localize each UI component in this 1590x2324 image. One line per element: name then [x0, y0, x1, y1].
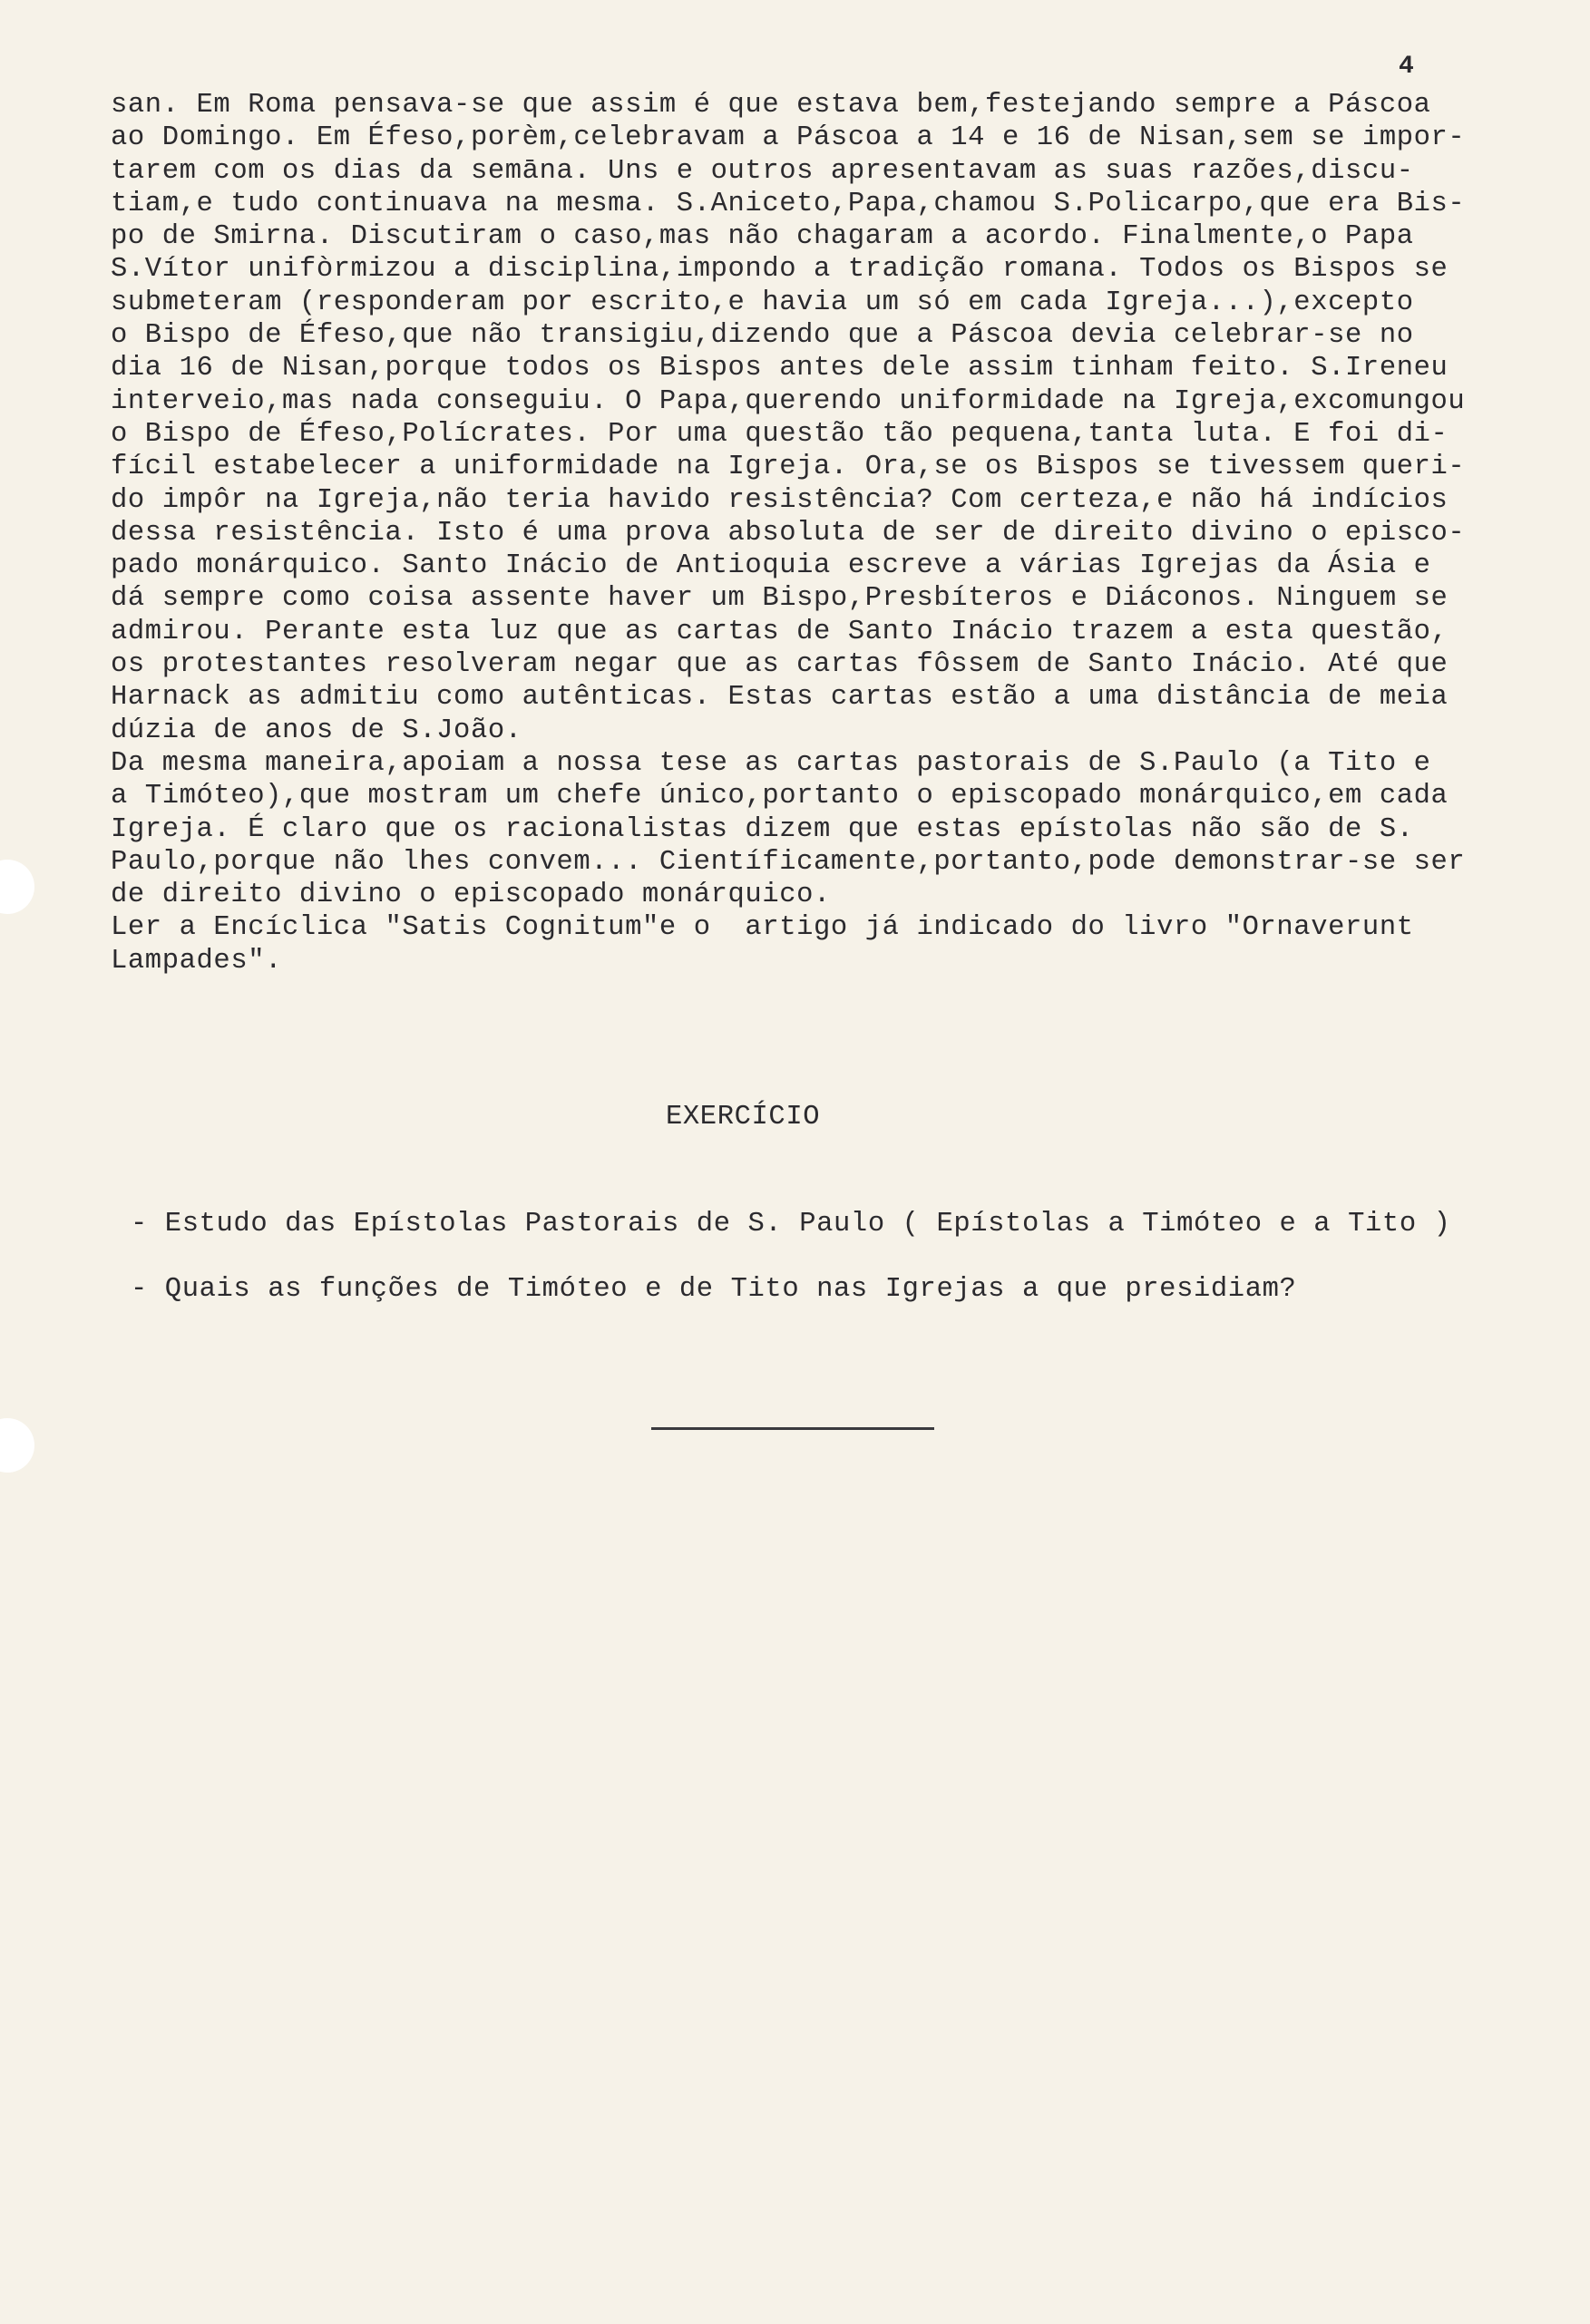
text-line: submeteram (responderam por escrito,e havia um só em cada Igreja...),excepto — [111, 287, 1414, 318]
text-line: Ler a Encíclica "Satis Cognitum"e o artigo já indicado do livro "Ornaverunt — [111, 912, 1414, 944]
text-line: dessa resistência. Isto é uma prova absoluta de ser de direito divino o episco- — [111, 517, 1466, 549]
text-line: ao Domingo. Em Éfeso,porèm,celebravam a Páscoa a 14 e 16 de Nisan,sem se impor- — [111, 122, 1466, 154]
text-line: a Timóteo),que mostram um chefe único,portanto o episcopado monárquico,em cada — [111, 781, 1449, 812]
exercise-list — [131, 1206, 1451, 1337]
text-line: tarem com os dias da semāna. Uns e outros apresentavam as suas razões,discu- — [111, 155, 1414, 187]
text-line: tiam,e tudo continuava na mesma. S.Aniceto,Papa,chamou S.Policarpo,que era Bis- — [111, 188, 1466, 219]
text-line: de direito divino o episcopado monárquico. — [111, 880, 831, 911]
text-line: dá sempre como coisa assente haver um Bispo,Presbíteros e Diáconos. Ninguem se — [111, 583, 1449, 615]
text-line: S.Vítor unifòrmizou a disciplina,impondo a tradição romana. Todos os Bispos se — [111, 254, 1449, 286]
text-line: dia 16 de Nisan,porque todos os Bispos antes dele assim tinham feito. S.Ireneu — [111, 353, 1449, 384]
exercise-item: - Quais as funções de Timóteo e de Tito nas Igrejas a que presidiam? — [131, 1274, 1297, 1305]
text-line: o Bispo de Éfeso,que não transigiu,dizendo que a Páscoa devia celebrar-se no — [111, 320, 1414, 352]
text-line: do impôr na Igreja,não teria havido resistência? Com certeza,e não há indícios — [111, 484, 1449, 516]
text-line: Lampades". — [111, 945, 283, 977]
text-line: dúzia de anos de S.João. — [111, 715, 522, 746]
text-line: fícil estabelecer a uniformidade na Igreja. Ora,se os Bispos se tivessem queri- — [111, 452, 1466, 483]
body-text — [111, 89, 1526, 977]
text-line: pado monárquico. Santo Inácio de Antioquia escreve a várias Igrejas da Ásia e — [111, 550, 1431, 582]
exercise-item: - Estudo das Epístolas Pastorais de S. Paulo ( Epístolas a Timóteo e a Tito ) — [131, 1209, 1451, 1240]
text-line: Paulo,porque não lhes convem... Científicamente,portanto,pode demonstrar-se ser — [111, 846, 1466, 878]
closing-rule — [651, 1427, 934, 1430]
text-line: interveio,mas nada conseguiu. O Papa,querendo uniformidade na Igreja,excomungou — [111, 385, 1466, 417]
exercise-heading: EXERCÍCIO — [666, 1102, 821, 1133]
text-line: admirou. Perante esta luz que as cartas de Santo Inácio trazem a esta questão, — [111, 616, 1449, 647]
text-line: Harnack as admitiu como autênticas. Estas cartas estão a uma distância de meia — [111, 682, 1449, 714]
text-line: po de Smirna. Discutiram o caso,mas não chagaram a acordo. Finalmente,o Papa — [111, 221, 1414, 253]
text-line: san. Em Roma pensava-se que assim é que estava bem,festejando sempre a Páscoa — [111, 90, 1431, 121]
text-line: os protestantes resolveram negar que as cartas fôssem de Santo Inácio. Até que — [111, 649, 1449, 681]
punch-hole-lower — [0, 1418, 34, 1473]
text-line: Da mesma maneira,apoiam a nossa tese as cartas pastorais de S.Paulo (a Tito e — [111, 747, 1431, 779]
punch-hole-upper — [0, 860, 34, 914]
text-line: o Bispo de Éfeso,Polícrates. Por uma questão tão pequena,tanta luta. E foi di- — [111, 418, 1449, 450]
page-number: 4 — [1399, 53, 1415, 81]
text-line: Igreja. É claro que os racionalistas dizem que estas epístolas não são de S. — [111, 813, 1414, 845]
